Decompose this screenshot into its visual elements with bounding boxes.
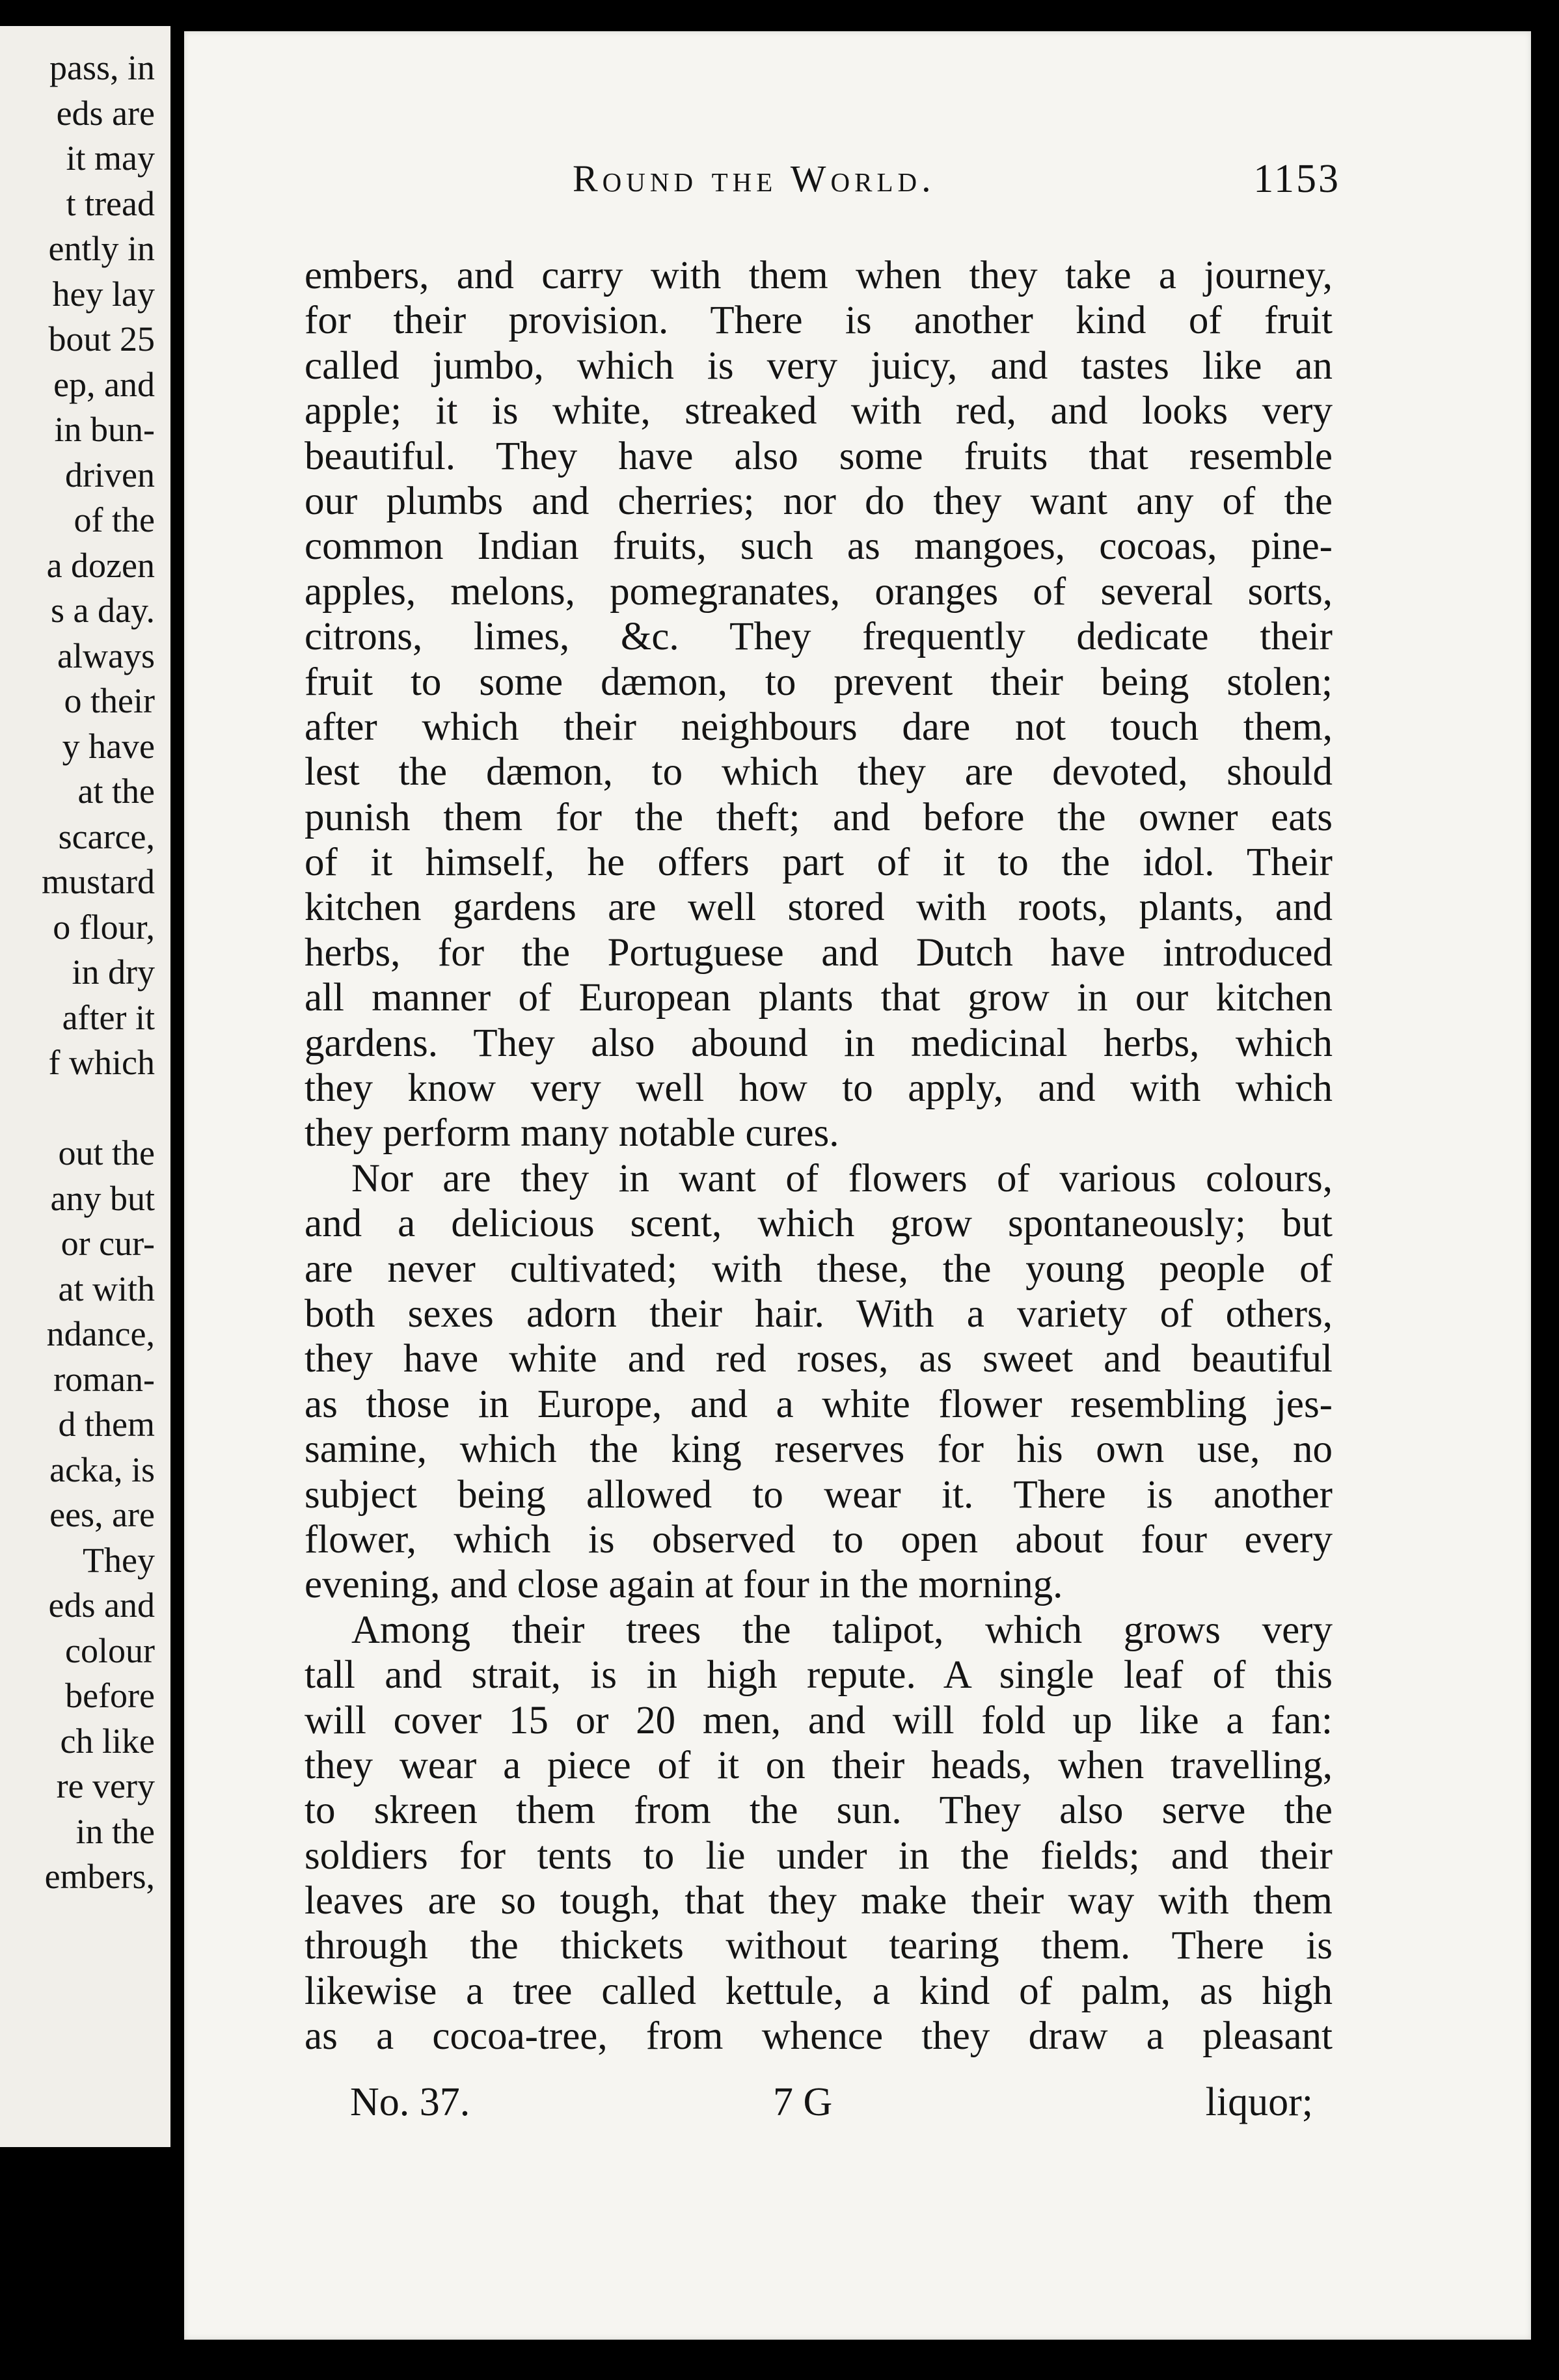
left-page-line: eds and xyxy=(48,1586,155,1625)
text-line: our plumbs and cherries; nor do they want any of the xyxy=(305,479,1333,523)
left-page-line: o their xyxy=(64,681,155,720)
left-page-line: or cur- xyxy=(61,1224,155,1263)
text-line: they wear a piece of it on their heads, when travelling, xyxy=(305,1743,1333,1787)
text-line: both sexes adorn their hair. With a variety of others, xyxy=(305,1291,1333,1336)
text-line: apple; it is white, streaked with red, and looks very xyxy=(305,389,1333,433)
left-page-line: ndance, xyxy=(46,1314,155,1353)
left-page-line: ep, and xyxy=(53,364,155,404)
text-line: leaves are so tough, that they make their way with them xyxy=(305,1879,1333,1923)
left-page-line: f which xyxy=(48,1043,155,1082)
left-page-line: roman- xyxy=(53,1359,155,1399)
left-page-line: at with xyxy=(58,1269,155,1308)
text-line: beautiful. They have also some fruits that resemble xyxy=(305,434,1333,478)
left-page-line: of the xyxy=(74,500,155,539)
running-head-title: Round the World. xyxy=(573,157,936,200)
part-number: No. 37. xyxy=(350,2080,470,2124)
signature-mark: 7 G xyxy=(773,2080,833,2124)
left-page-line: pass, in xyxy=(49,48,155,87)
left-page-line: in the xyxy=(75,1811,155,1851)
text-line: flower, which is observed to open about four every xyxy=(305,1517,1333,1562)
text-line: they know very well how to apply, and with which xyxy=(305,1066,1333,1111)
page-number: 1153 xyxy=(1253,157,1340,201)
running-head xyxy=(377,156,1340,208)
text-line: are never cultivated; with these, the young people of xyxy=(305,1247,1333,1291)
left-page-line: eds are xyxy=(56,93,155,133)
left-page-line: d them xyxy=(58,1405,155,1444)
left-page-line: in bun- xyxy=(54,410,155,449)
text-line: for their provision. There is another kind of fruit xyxy=(305,299,1333,343)
left-facing-page xyxy=(0,26,170,2147)
text-line: fruit to some dæmon, to prevent their being stolen; xyxy=(305,660,1333,704)
left-page-line: ees, are xyxy=(49,1495,155,1534)
text-line: they perform many notable cures. xyxy=(305,1111,839,1156)
catchword: liquor; xyxy=(1205,2080,1313,2124)
text-line: will cover 15 or 20 men, and will fold up like a fan: xyxy=(305,1698,1333,1742)
left-page-line: hey lay xyxy=(52,274,155,314)
text-line: tall and strait, is in high repute. A single leaf of this xyxy=(305,1653,1333,1697)
text-line: herbs, for the Portuguese and Dutch have introduced xyxy=(305,930,1333,975)
text-line: citrons, limes, &c. They frequently dedicate their xyxy=(305,615,1333,659)
paragraph xyxy=(305,1156,1333,1608)
text-line: after which their neighbours dare not touch them, xyxy=(305,705,1333,749)
text-line: samine, which the king reserves for his own use, no xyxy=(305,1427,1333,1472)
text-line: punish them for the theft; and before the owner eats xyxy=(305,795,1333,839)
paragraph xyxy=(305,1608,1333,2059)
left-page-line: a dozen xyxy=(46,545,155,585)
text-line: all manner of European plants that grow in our kitchen xyxy=(305,976,1333,1020)
left-page-line: any but xyxy=(50,1178,155,1218)
left-page-line: it may xyxy=(66,139,155,178)
paragraph xyxy=(305,253,1333,1156)
left-page-line: o flour, xyxy=(53,907,155,947)
text-line: gardens. They also abound in medicinal herbs, which xyxy=(305,1021,1333,1065)
text-line: through the thickets without tearing them. There is xyxy=(305,1924,1333,1968)
text-line: as a cocoa-tree, from whence they draw a pleasant xyxy=(305,2014,1333,2059)
left-page-line: They xyxy=(83,1540,155,1580)
text-line: soldiers for tents to lie under in the fields; and their xyxy=(305,1833,1333,1878)
left-page-line: mustard xyxy=(42,862,155,901)
left-page-line: acka, is xyxy=(49,1450,155,1489)
text-line: apples, melons, pomegranates, oranges of several sorts, xyxy=(305,569,1333,614)
text-line: likewise a tree called kettule, a kind of palm, as high xyxy=(305,1969,1333,2013)
text-line: called jumbo, which is very juicy, and tastes like an xyxy=(305,344,1333,388)
left-page-line: colour xyxy=(65,1630,155,1670)
left-page-line: y have xyxy=(62,726,155,766)
text-line: evening, and close again at four in the morning. xyxy=(305,1563,1063,1607)
text-line: they have white and red roses, as sweet and beautiful xyxy=(305,1337,1333,1381)
left-page-line: driven xyxy=(65,455,155,494)
text-line: to skreen them from the sun. They also serve the xyxy=(305,1789,1333,1833)
text-line: as those in Europe, and a white flower resembling jes- xyxy=(305,1382,1333,1426)
left-page-line: after it xyxy=(62,997,155,1037)
left-page-line: s a day. xyxy=(51,591,155,630)
left-page-line: re very xyxy=(56,1766,155,1805)
left-page-line: ently in xyxy=(48,229,155,268)
left-page-line: out the xyxy=(58,1133,155,1172)
left-page-line: bout 25 xyxy=(48,319,155,358)
text-line: Among their trees the talipot, which grows very xyxy=(351,1608,1333,1652)
left-page-line: before xyxy=(65,1676,155,1715)
text-line: and a delicious scent, which grow spontaneously; but xyxy=(305,1202,1333,1246)
text-line: Nor are they in want of flowers of various colours, xyxy=(351,1156,1333,1200)
text-line: lest the dæmon, to which they are devoted, should xyxy=(305,750,1333,794)
left-page-line: ch like xyxy=(60,1721,155,1761)
signature-line xyxy=(350,2077,1313,2127)
body-text xyxy=(305,253,1333,2059)
text-line: kitchen gardens are well stored with roots, plants, and xyxy=(305,886,1333,930)
left-page-line: embers, xyxy=(44,1857,155,1896)
left-page-line: in dry xyxy=(72,953,155,992)
left-page-line: scarce, xyxy=(58,817,155,856)
text-line: subject being allowed to wear it. There is another xyxy=(305,1472,1333,1517)
left-page-line: at the xyxy=(77,772,155,811)
text-line: of it himself, he offers part of it to the idol. Their xyxy=(305,841,1333,885)
text-line: common Indian fruits, such as mangoes, cocoas, pine- xyxy=(305,524,1333,569)
left-page-line: t tread xyxy=(66,183,155,223)
text-line: embers, and carry with them when they take a journey, xyxy=(305,254,1333,297)
left-page-line: always xyxy=(57,636,155,675)
